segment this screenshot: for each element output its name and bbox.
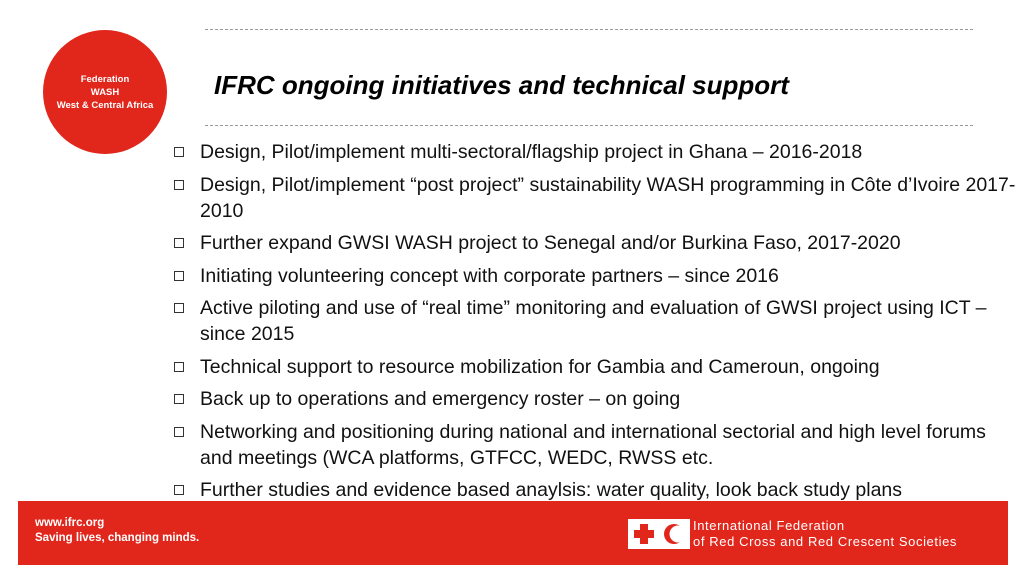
list-item-text: Further expand GWSI WASH project to Senegal and/or Burkina Faso, 2017-2020 xyxy=(200,232,901,254)
list-item xyxy=(172,354,1017,380)
list-item-text: Technical support to resource mobilization for Gambia and Cameroun, ongoing xyxy=(200,355,880,378)
checkbox-bullet-icon xyxy=(174,427,184,437)
list-item-text: Design, Pilot/implement multi-sectoral/flagship project in Ghana – 2016-2018 xyxy=(200,141,863,163)
red-crescent-icon xyxy=(659,520,689,548)
org-line-2: of Red Cross and Red Crescent Societies xyxy=(693,534,958,549)
badge-line-1: Federation xyxy=(80,73,130,85)
federation-wash-badge xyxy=(43,30,167,154)
title-divider xyxy=(205,125,973,126)
checkbox-bullet-icon xyxy=(174,394,184,404)
list-item xyxy=(172,419,1017,471)
checkbox-bullet-icon xyxy=(174,238,184,248)
org-line-1: International Federation xyxy=(693,518,845,533)
red-cross-icon xyxy=(629,520,659,548)
initiatives-list xyxy=(172,139,1017,510)
checkbox-bullet-icon xyxy=(174,147,184,157)
badge-line-2: WASH xyxy=(90,86,120,98)
page-title: IFRC ongoing initiatives and technical support xyxy=(214,70,789,100)
list-item-text: Initiating volunteering concept with corporate partners – since 2016 xyxy=(200,264,779,287)
checkbox-bullet-icon xyxy=(174,271,184,281)
checkbox-bullet-icon xyxy=(174,303,184,313)
list-item-text: Design, Pilot/implement “post project” sustainability WASH programming in Côte d’Ivoire 2017-2010 xyxy=(200,173,1016,222)
list-item xyxy=(172,139,1017,165)
list-item-text: Back up to operations and emergency roster – on going xyxy=(200,388,681,410)
list-item xyxy=(172,230,1017,256)
badge-line-3: West & Central Africa xyxy=(56,99,154,111)
organization-name xyxy=(693,518,957,550)
footer-tagline: Saving lives, changing minds. xyxy=(35,532,200,544)
checkbox-bullet-icon xyxy=(174,485,184,495)
list-item xyxy=(172,477,1017,503)
checkbox-bullet-icon xyxy=(174,362,184,372)
list-item xyxy=(172,263,1017,289)
list-item-text: Further studies and evidence based anaylsis: water quality, look back study plans xyxy=(200,479,903,501)
footer-bar xyxy=(18,501,1008,565)
list-item xyxy=(172,295,1017,347)
top-divider xyxy=(205,29,973,30)
footer-url[interactable]: www.ifrc.org xyxy=(35,517,105,529)
red-cross-red-crescent-logo xyxy=(628,519,690,549)
checkbox-bullet-icon xyxy=(174,180,184,190)
list-item-text: Active piloting and use of “real time” monitoring and evaluation of GWSI project using ICT – since 2015 xyxy=(200,297,987,345)
list-item-text: Networking and positioning during national and international sectorial and high level forums and meetings (WCA platforms, GTFCC, WEDC, RWSS etc. xyxy=(200,420,986,469)
list-item xyxy=(172,386,1017,412)
list-item xyxy=(172,172,1017,224)
